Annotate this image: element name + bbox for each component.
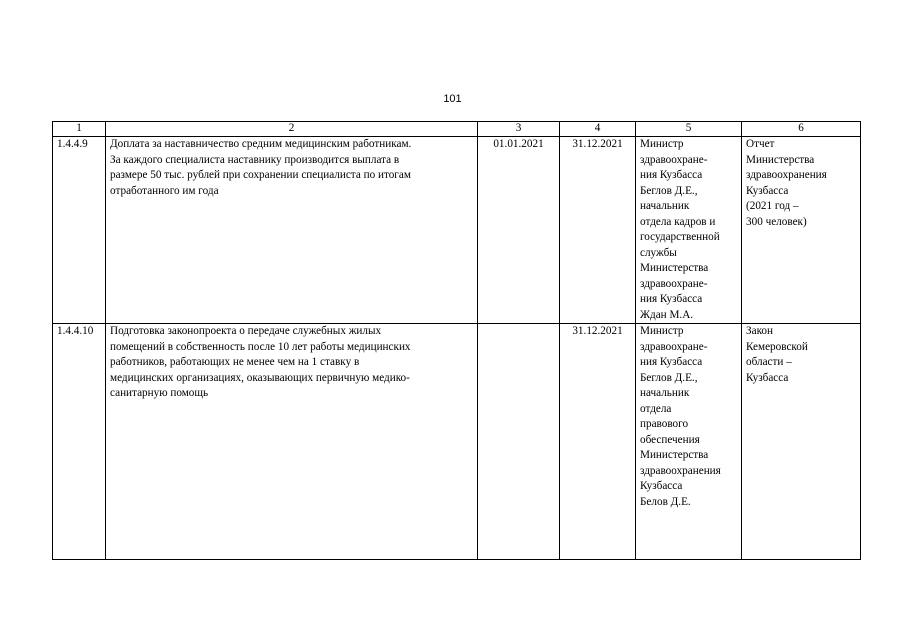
table-row <box>53 137 861 324</box>
header-cell-6: 6 <box>742 122 861 137</box>
table-row <box>53 324 861 560</box>
header-cell-5: 5 <box>636 122 742 137</box>
row-start-date: 01.01.2021 <box>478 137 560 324</box>
row-result: Закон Кемеровской области – Кузбасса <box>742 324 861 560</box>
header-cell-1: 1 <box>53 122 106 137</box>
header-cell-4: 4 <box>560 122 636 137</box>
row-responsible: Министр здравоохране- ния Кузбасса Беглов Д.Е., начальник отдела правового обеспечения Министерства здравоохранения Кузбасса Белов Д.Е. <box>636 324 742 560</box>
row-responsible: Министр здравоохране- ния Кузбасса Беглов Д.Е., начальник отдела кадров и государственной службы Министерства здравоохране- ния Кузбасса Ждан М.А. <box>636 137 742 324</box>
table-header-row <box>53 122 861 137</box>
row-number: 1.4.4.10 <box>53 324 106 560</box>
row-description: Подготовка законопроекта о передаче служебных жилых помещений в собственность после 10 лет работы медицинских работников, работающих не менее чем на 1 ставку в медицинских организациях, оказывающих первичную медико- санитарную помощь <box>106 324 478 560</box>
row-start-date <box>478 324 560 560</box>
plan-table <box>52 121 861 560</box>
page-number: 101 <box>443 93 462 105</box>
header-cell-2: 2 <box>106 122 478 137</box>
row-description: Доплата за наставничество средним медицинским работникам. За каждого специалиста наставнику производится выплата в размере 50 тыс. рублей при сохранении специалиста по итогам отработанного им года <box>106 137 478 324</box>
header-cell-3: 3 <box>478 122 560 137</box>
row-number: 1.4.4.9 <box>53 137 106 324</box>
row-end-date: 31.12.2021 <box>560 137 636 324</box>
row-end-date: 31.12.2021 <box>560 324 636 560</box>
row-result: Отчет Министерства здравоохранения Кузбасса (2021 год – 300 человек) <box>742 137 861 324</box>
